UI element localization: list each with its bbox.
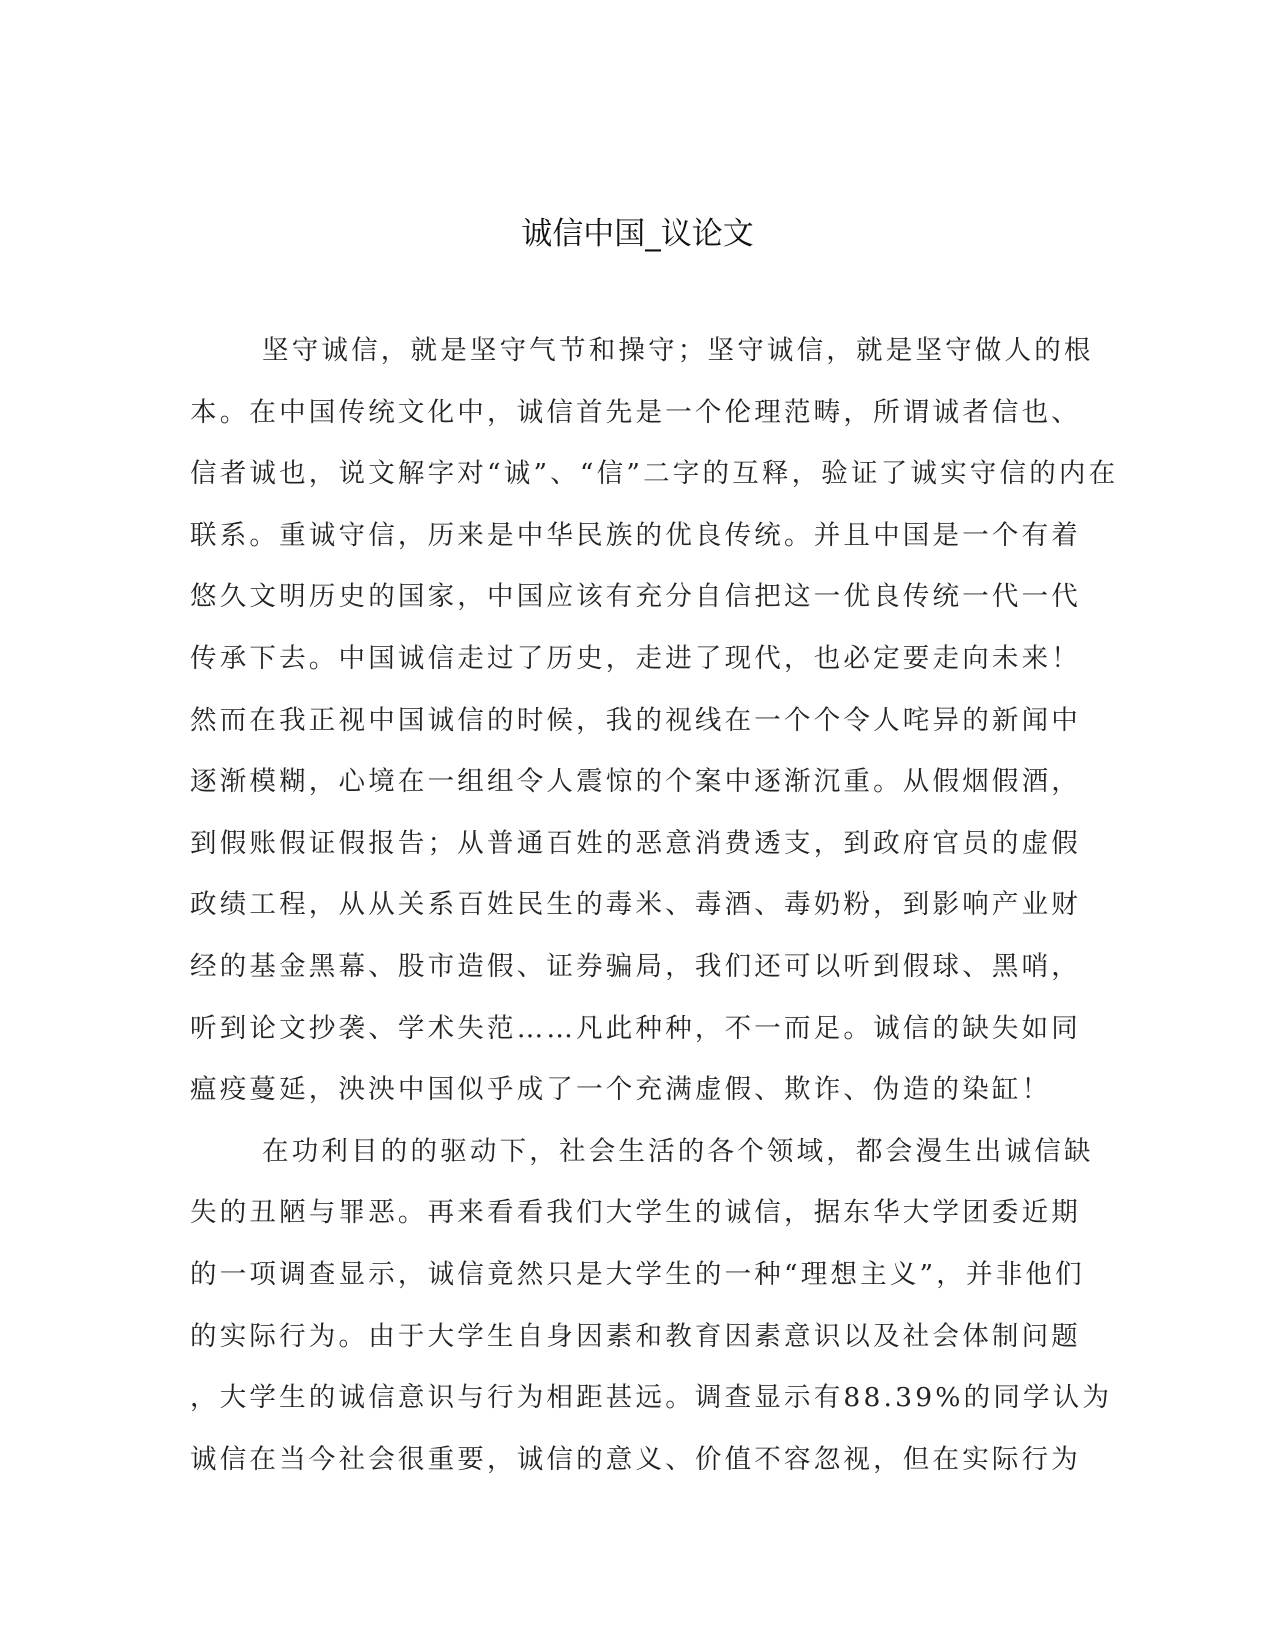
text-line: 悠久文明历史的国家，中国应该有充分自信把这一优良传统一代一代	[190, 581, 1081, 613]
text-line: 政绩工程，从从关系百姓民生的毒米、毒酒、毒奶粉，到影响产业财	[190, 889, 1081, 921]
text-line: 信者诚也，说文解字对“诚”、“信”二字的互释，验证了诚实守信的内在	[190, 458, 1119, 490]
text-line: 听到论文抄袭、学术失范……凡此种种，不一而足。诚信的缺失如同	[190, 1012, 1081, 1044]
text-line: 在功利目的的驱动下，社会生活的各个领域，都会漫生出诚信缺	[262, 1135, 1094, 1167]
text-line: ，大学生的诚信意识与行为相距甚远。调查显示有88.39%的同学认为	[190, 1382, 1113, 1414]
text-line: 逐渐模糊，心境在一组组令人震惊的个案中逐渐沉重。从假烟假酒，	[190, 766, 1081, 798]
text-line: 本。在中国传统文化中，诚信首先是一个伦理范畴，所谓诚者信也、	[190, 396, 1081, 428]
text-line: 联系。重诚守信，历来是中华民族的优良传统。并且中国是一个有着	[190, 519, 1081, 551]
text-line: 然而在我正视中国诚信的时候，我的视线在一个个令人咤异的新闻中	[190, 704, 1081, 736]
text-line: 经的基金黑幕、股市造假、证券骗局，我们还可以听到假球、黑哨，	[190, 950, 1081, 982]
text-line: 瘟疫蔓延，泱泱中国似乎成了一个充满虚假、欺诈、伪造的染缸！	[190, 1074, 1052, 1106]
text-line: 失的丑陋与罪恶。再来看看我们大学生的诚信，据东华大学团委近期	[190, 1197, 1081, 1229]
text-line: 传承下去。中国诚信走过了历史，走进了现代，也必定要走向未来！	[190, 642, 1081, 674]
document-body	[190, 320, 1119, 1490]
text-line: 到假账假证假报告；从普通百姓的恶意消费透支，到政府官员的虚假	[190, 827, 1081, 859]
text-line: 坚守诚信，就是坚守气节和操守；坚守诚信，就是坚守做人的根	[262, 335, 1094, 366]
text-line: 诚信在当今社会很重要，诚信的意义、价值不容忽视，但在实际行为	[190, 1443, 1081, 1475]
document-title: 诚信中国_议论文	[521, 216, 754, 252]
text-line: 的一项调查显示，诚信竟然只是大学生的一种“理想主义”，并非他们	[190, 1258, 1085, 1290]
text-line: 的实际行为。由于大学生自身因素和教育因素意识以及社会体制问题	[190, 1320, 1081, 1352]
